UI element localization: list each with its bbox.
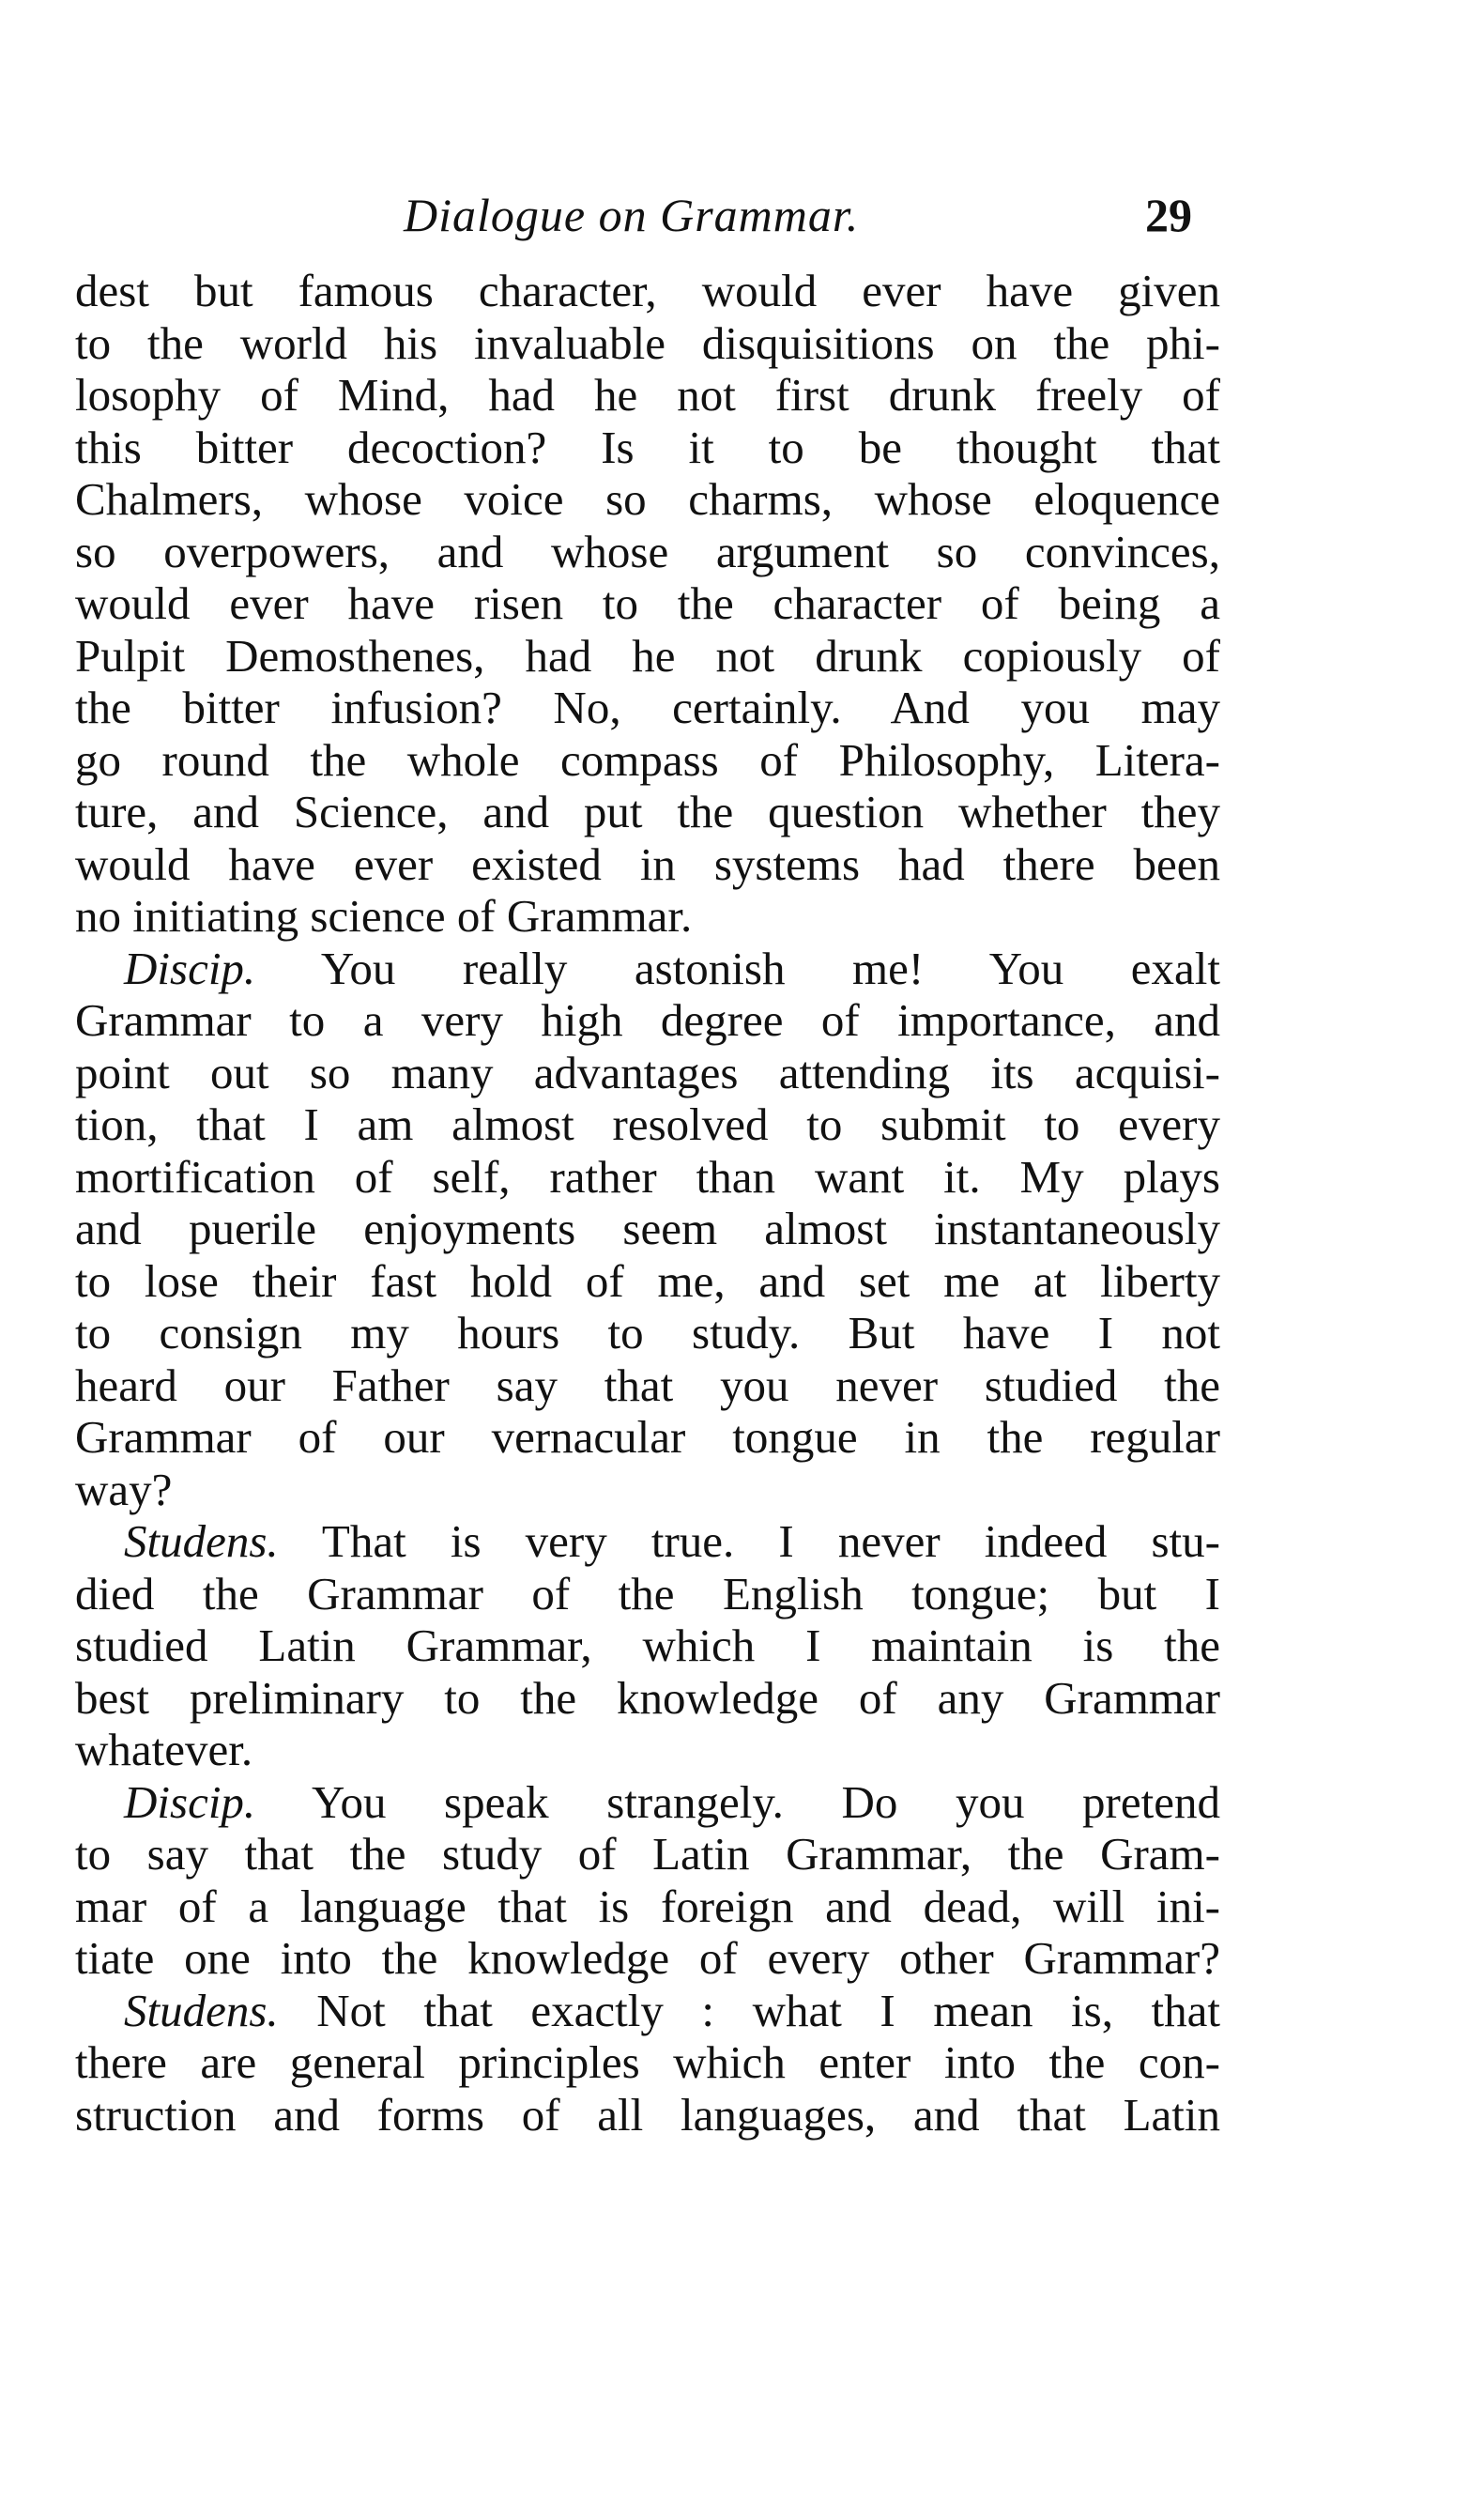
line-text: would ever have risen to the character of being a bbox=[75, 577, 1220, 629]
line-text: would have ever existed in systems had there been bbox=[75, 837, 1220, 890]
text-line bbox=[75, 265, 1220, 317]
speaker-name: Studens. bbox=[124, 1984, 279, 2036]
text-line bbox=[75, 786, 1220, 838]
line-text: no initiating science of Grammar. bbox=[75, 890, 693, 942]
text-line bbox=[75, 890, 1220, 943]
line-text: and puerile enjoyments seem almost instantaneously bbox=[75, 1203, 1220, 1254]
text-line bbox=[75, 369, 1220, 422]
text-line bbox=[75, 577, 1220, 630]
text-line bbox=[75, 1985, 1220, 2037]
text-line bbox=[75, 734, 1220, 787]
line-text: tiate one into the knowledge of every other Grammar? bbox=[75, 1932, 1220, 1984]
line-text: the bitter infusion? No, certainly. And you may bbox=[75, 682, 1220, 733]
speaker-name: Discip. bbox=[124, 1775, 256, 1828]
line-text: so overpowers, and whose argument so convinces, bbox=[75, 525, 1220, 577]
speaker-name: Studens. bbox=[124, 1515, 279, 1567]
text-line bbox=[75, 994, 1220, 1047]
text-line bbox=[75, 473, 1220, 526]
running-title: Dialogue on Grammar. bbox=[404, 189, 860, 241]
text-line bbox=[75, 1255, 1220, 1308]
text-line bbox=[75, 1619, 1220, 1672]
line-text: Not that exactly : what I mean is, that bbox=[278, 1984, 1220, 2036]
line-text: studied Latin Grammar, which I maintain is the bbox=[75, 1619, 1220, 1671]
text-line bbox=[75, 2036, 1220, 2089]
text-line bbox=[75, 1776, 1220, 1829]
line-text: to lose their fast hold of me, and set me at liberty bbox=[75, 1254, 1220, 1307]
text-line bbox=[75, 1828, 1220, 1880]
line-text: heard our Father say that you never studied the bbox=[75, 1358, 1220, 1411]
text-line bbox=[75, 1932, 1220, 1985]
text-line bbox=[75, 1151, 1220, 1204]
text-line bbox=[75, 317, 1220, 370]
text-line bbox=[75, 943, 1220, 995]
line-text: You really astonish me! You exalt bbox=[255, 942, 1220, 994]
line-text: Grammar to a very high degree of importance, and bbox=[75, 994, 1220, 1046]
text-line bbox=[75, 838, 1220, 891]
line-text: to the world his invaluable disquisitions on the phi- bbox=[75, 316, 1220, 369]
line-text: this bitter decoction? Is it to be thought that bbox=[75, 421, 1220, 473]
line-text: dest but famous character, would ever have given bbox=[75, 265, 1220, 316]
line-text: mortification of self, rather than want it. My plays bbox=[75, 1150, 1220, 1203]
text-line bbox=[75, 1359, 1220, 1412]
line-text: mar of a language that is foreign and dead, will ini- bbox=[75, 1880, 1220, 1932]
line-text: died the Grammar of the English tongue; but I bbox=[75, 1567, 1220, 1619]
line-text: struction and forms of all languages, and that Latin bbox=[75, 2088, 1220, 2141]
line-text: to consign my hours to study. But have I not bbox=[75, 1307, 1220, 1358]
text-line bbox=[75, 1464, 1220, 1516]
speaker-name: Discip. bbox=[124, 942, 256, 994]
text-line bbox=[75, 1203, 1220, 1255]
line-text: Pulpit Demosthenes, had he not drunk copiously of bbox=[75, 629, 1220, 682]
text-line bbox=[75, 1307, 1220, 1359]
line-text: way? bbox=[75, 1463, 173, 1515]
text-line bbox=[75, 1047, 1220, 1099]
text-line bbox=[75, 1672, 1220, 1725]
text-line bbox=[75, 1515, 1220, 1568]
text-line bbox=[75, 1098, 1220, 1151]
line-text: tion, that I am almost resolved to submit to every bbox=[75, 1098, 1220, 1150]
text-line bbox=[75, 1724, 1220, 1776]
page-number: 29 bbox=[1145, 189, 1192, 241]
line-text: to say that the study of Latin Grammar, the Gram- bbox=[75, 1828, 1220, 1880]
text-line bbox=[75, 1880, 1220, 1933]
line-text: That is very true. I never indeed stu- bbox=[278, 1515, 1220, 1567]
text-line bbox=[75, 1411, 1220, 1464]
line-text: point out so many advantages attending its acquisi- bbox=[75, 1046, 1220, 1098]
line-text: losophy of Mind, had he not first drunk freely of bbox=[75, 369, 1220, 421]
text-line bbox=[75, 526, 1220, 578]
text-line bbox=[75, 422, 1220, 474]
text-line bbox=[75, 2089, 1220, 2141]
line-text: ture, and Science, and put the question whether they bbox=[75, 786, 1220, 837]
text-line bbox=[75, 630, 1220, 683]
body-text bbox=[75, 265, 1220, 2141]
line-text: You speak strangely. Do you pretend bbox=[255, 1775, 1220, 1828]
text-line bbox=[75, 682, 1220, 734]
line-text: there are general principles which enter into the con- bbox=[75, 2036, 1220, 2088]
line-text: Chalmers, whose voice so charms, whose eloquence bbox=[75, 473, 1220, 525]
line-text: Grammar of our vernacular tongue in the regular bbox=[75, 1411, 1220, 1463]
running-head bbox=[0, 188, 1484, 253]
line-text: best preliminary to the knowledge of any Grammar bbox=[75, 1671, 1220, 1724]
line-text: whatever. bbox=[75, 1724, 253, 1775]
line-text: go round the whole compass of Philosophy, Litera- bbox=[75, 733, 1220, 786]
text-line bbox=[75, 1568, 1220, 1620]
